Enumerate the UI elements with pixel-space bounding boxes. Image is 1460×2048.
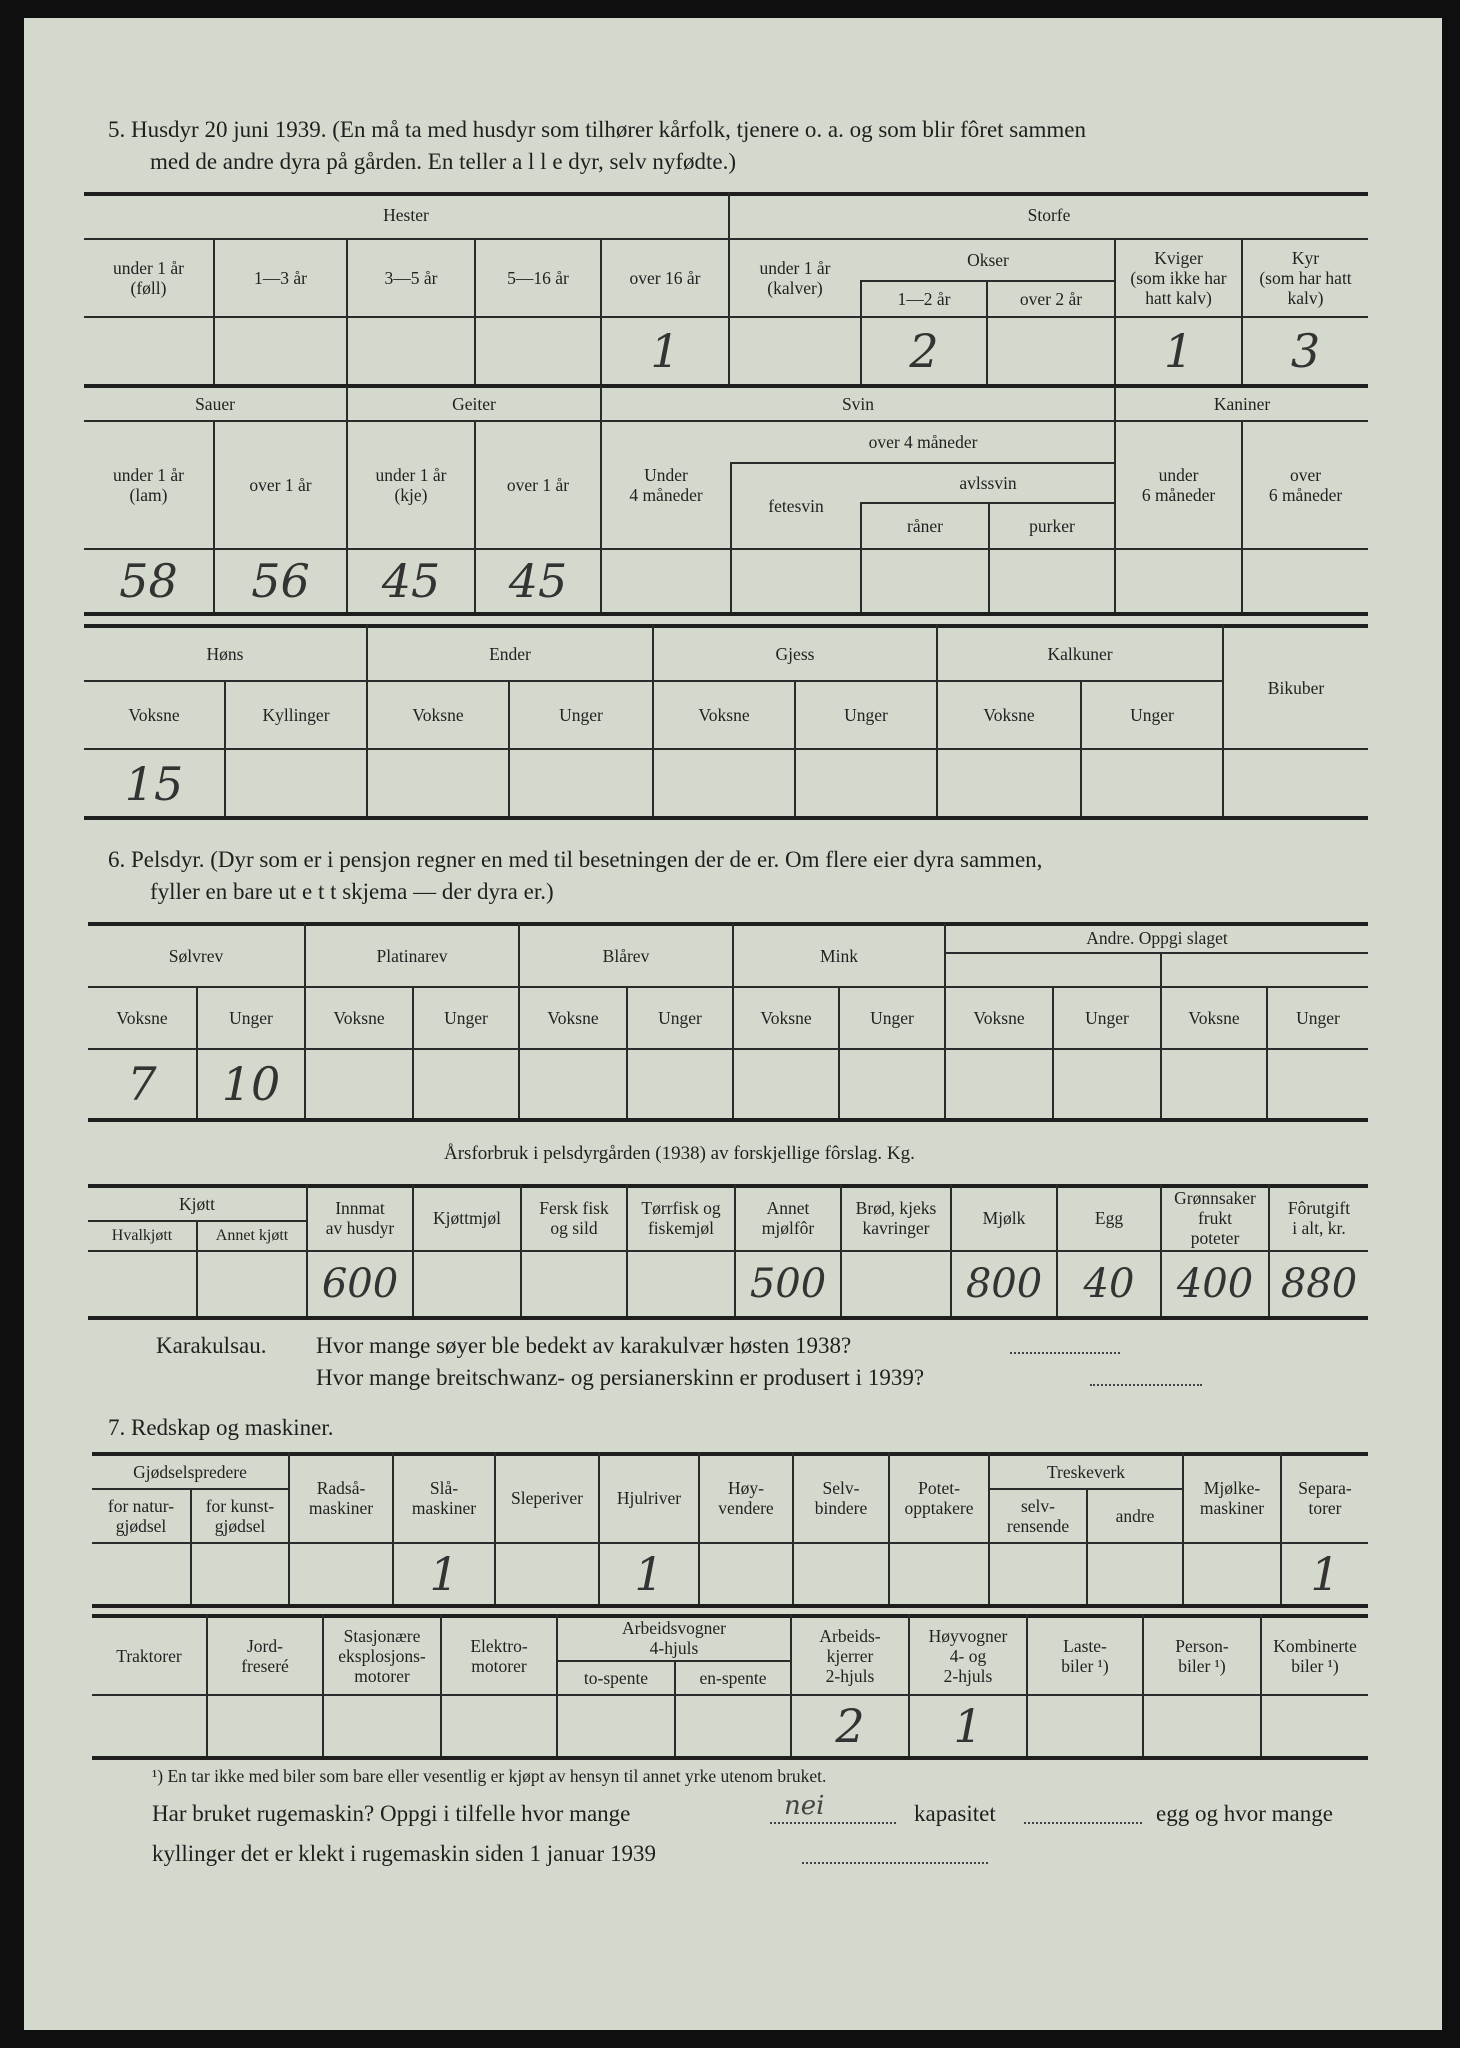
header-ender-voksne: Voksne — [412, 705, 464, 725]
header-kalkuner: Kalkuner — [1047, 644, 1113, 664]
header-mink-unger: Unger — [870, 1008, 914, 1028]
header-brod: Brød, kjeks kavringer — [855, 1198, 937, 1238]
header-annet-kjott: Annet kjøtt — [215, 1227, 289, 1244]
header-hons-kyllinger: Kyllinger — [262, 705, 330, 725]
rugemaskin-kapasitet-line — [1024, 1822, 1142, 1824]
header-solvrev-voksne: Voksne — [116, 1008, 168, 1028]
value-solvrev-unger: 10 — [221, 1057, 281, 1111]
header-sauer: Sauer — [195, 394, 235, 414]
header-selvrensende: selv- rensende — [1006, 1496, 1070, 1536]
header-gjess: Gjess — [775, 644, 815, 664]
header-gronnsaker: Grønnsaker frukt poteter — [1174, 1188, 1256, 1248]
header-solvrev: Sølvrev — [168, 946, 224, 966]
header-hester-1-3: 1—3 år — [254, 268, 307, 288]
header-kjottmjol: Kjøttmjøl — [432, 1208, 502, 1228]
header-okser-1-2: 1—2 år — [897, 289, 951, 309]
header-hester: Hester — [383, 205, 429, 225]
header-fetesvin: fetesvin — [768, 496, 824, 516]
header-personbiler: Person- biler ¹) — [1175, 1636, 1229, 1676]
header-kaniner-over-6: over 6 måneder — [1268, 465, 1343, 505]
header-hester-under-1: under 1 år (føll) — [113, 258, 184, 298]
value-gronnsaker: 400 — [1176, 1261, 1254, 1307]
header-mink-voksne: Voksne — [760, 1008, 812, 1028]
header-separatorer: Separa- torer — [1298, 1478, 1352, 1518]
header-hester-over-16: over 16 år — [629, 268, 701, 288]
section7-title: 7. Redskap og maskiner. — [108, 1415, 334, 1440]
karakul-answer-line-1 — [1010, 1352, 1120, 1354]
header-arbeidskjerrer: Arbeids- kjerrer 2-hjuls — [819, 1626, 881, 1686]
header-blarev: Blårev — [602, 946, 650, 966]
header-fersk-fisk: Fersk fisk og sild — [539, 1198, 609, 1238]
header-andre2-unger: Unger — [1296, 1008, 1340, 1028]
rugemaskin-kyllinger-line — [802, 1862, 988, 1864]
value-kyr: 3 — [1290, 324, 1321, 378]
header-okser: Okser — [967, 250, 1009, 270]
value-egg: 40 — [1083, 1261, 1135, 1307]
header-hjulriver: Hjulriver — [616, 1488, 682, 1508]
header-andre2-voksne: Voksne — [1188, 1008, 1240, 1028]
section6-line1: 6. Pelsdyr. (Dyr som er i pensjon regner en med til besetningen der de er. Om flere eier dyra sammen, — [108, 847, 1043, 872]
rugemaskin-kyllinger-question: kyllinger det er klekt i rugemaskin siden 1 januar 1939 — [152, 1841, 656, 1866]
header-mjolkemaskiner: Mjølke- maskiner — [1199, 1478, 1265, 1518]
value-geiter-under-1: 45 — [381, 554, 441, 608]
header-geiter-over-1: over 1 år — [506, 475, 570, 495]
header-svin: Svin — [841, 394, 875, 414]
header-elektromotorer: Elektro- motorer — [470, 1636, 528, 1676]
value-geiter-over-1: 45 — [508, 554, 568, 608]
value-kviger: 1 — [1163, 324, 1194, 378]
header-sauer-over-1: over 1 år — [249, 475, 312, 495]
header-slamaskiner: Slå- maskiner — [411, 1478, 477, 1518]
header-kalkuner-voksne: Voksne — [983, 705, 1035, 725]
header-geiter: Geiter — [452, 394, 496, 414]
header-storfe: Storfe — [1027, 205, 1071, 225]
header-hester-3-5: 3—5 år — [384, 268, 438, 288]
section5-line2: med de andre dyra på gården. En teller a l l e dyr, selv nyfødte.) — [150, 149, 736, 174]
header-platinarev: Platinarev — [376, 946, 448, 966]
value-okser-1-2: 2 — [909, 324, 939, 378]
value-hoyvogner: 1 — [953, 1699, 983, 1753]
header-ender: Ender — [489, 644, 531, 664]
header-sauer-under-1: under 1 år (lam) — [113, 465, 184, 505]
header-geiter-under-1: under 1 år (kje) — [375, 465, 447, 505]
header-for-naturgjodsel: for natur- gjødsel — [107, 1496, 175, 1536]
value-hons-voksne: 15 — [124, 757, 184, 811]
header-gjess-voksne: Voksne — [698, 705, 750, 725]
header-innmat: Innmat av husdyr — [325, 1198, 395, 1238]
header-hvalkjott: Hvalkjøtt — [111, 1227, 173, 1244]
rugemaskin-egg-label: egg og hvor mange — [1156, 1801, 1333, 1826]
value-forutgift: 880 — [1280, 1261, 1358, 1307]
header-blarev-unger: Unger — [658, 1008, 702, 1028]
header-hoyvendere: Høy- vendere — [718, 1478, 774, 1518]
value-separatorer: 1 — [1310, 1547, 1340, 1601]
header-svin-under-4: Under 4 måneder — [629, 465, 703, 505]
value-sauer-over-1: 56 — [251, 554, 310, 608]
section6-line2: fyller en bare ut e t t skjema — der dyra er.) — [150, 879, 554, 904]
header-hoyvogner: Høyvogner 4- og 2-hjuls — [928, 1626, 1008, 1686]
header-radsamaskiner: Radså- maskiner — [308, 1478, 374, 1518]
header-platinarev-voksne: Voksne — [333, 1008, 385, 1028]
rugemaskin-antall-line — [770, 1822, 896, 1824]
arsforbruk-title: Årsforbruk i pelsdyrgården (1938) av forskjellige fôrslag. Kg. — [444, 1143, 915, 1164]
header-treskeverk-andre: andre — [1115, 1506, 1155, 1526]
header-andre1-unger: Unger — [1085, 1008, 1129, 1028]
header-kombinerte-biler: Kombinerte biler ¹) — [1273, 1636, 1357, 1676]
value-hjulriver: 1 — [634, 1547, 664, 1601]
header-solvrev-unger: Unger — [229, 1008, 273, 1028]
header-storfe-under-1: under 1 år (kalver) — [759, 258, 831, 298]
header-kviger: Kviger (som ikke har hatt kalv) — [1130, 248, 1227, 308]
header-svin-over-4: over 4 måneder — [868, 432, 978, 452]
value-sauer-under-1: 58 — [119, 554, 178, 608]
header-mink: Mink — [820, 946, 858, 966]
karakul-question-2: Hvor mange breitschwanz- og persianerskinn er produsert i 1939? — [316, 1365, 925, 1390]
footnote-biler: ¹) En tar ikke med biler som bare eller vesentlig er kjøpt av hensyn til annet yrke utenom bruket. — [152, 1766, 827, 1786]
header-to-spente: to-spente — [583, 1668, 649, 1688]
rugemaskin-question: Har bruket rugemaskin? Oppgi i tilfelle hvor mange — [152, 1801, 631, 1826]
section5-line1: 5. Husdyr 20 juni 1939. (En må ta med husdyr som tilhører kårfolk, tjenere o. a. og som blir fôret sammen — [108, 117, 1086, 142]
header-hester-5-16: 5—16 år — [507, 268, 569, 288]
header-forutgift: Fôrutgift i alt, kr. — [1287, 1198, 1351, 1238]
header-stasjonaere-motorer: Stasjonære eksplosjons- motorer — [338, 1626, 426, 1686]
header-purker: purker — [1029, 516, 1075, 536]
value-annet-mjolfor: 500 — [749, 1261, 827, 1307]
header-kaniner: Kaniner — [1213, 394, 1271, 414]
header-kaniner-under-6: under 6 måneder — [1141, 465, 1216, 505]
value-slamaskiner: 1 — [429, 1547, 459, 1601]
header-kalkuner-unger: Unger — [1130, 705, 1174, 725]
header-platinarev-unger: Unger — [444, 1008, 488, 1028]
karakul-question-1: Hvor mange søyer ble bedekt av karakulvær høsten 1938? — [316, 1333, 852, 1358]
header-annet-mjolfor: Annet mjølfôr — [761, 1198, 815, 1238]
karakul-label: Karakulsau. — [156, 1333, 267, 1358]
header-raner: råner — [907, 516, 943, 536]
header-egg: Egg — [1094, 1208, 1124, 1228]
header-hons: Høns — [206, 644, 244, 664]
header-kjott: Kjøtt — [179, 1194, 215, 1214]
rugemaskin-kapasitet-label: kapasitet — [914, 1801, 996, 1826]
karakul-answer-line-2 — [1090, 1384, 1202, 1386]
value-innmat: 600 — [321, 1261, 399, 1307]
header-gjodselspredere: Gjødselspredere — [133, 1462, 247, 1482]
header-sleperiver: Sleperiver — [511, 1488, 583, 1508]
header-kyr: Kyr (som har hatt kalv) — [1259, 248, 1352, 308]
header-for-kunstgjodsel: for kunst- gjødsel — [205, 1496, 275, 1536]
value-hester-over-16: 1 — [650, 324, 680, 378]
rugemaskin-answer: nei — [784, 1791, 825, 1821]
header-andre1-voksne: Voksne — [973, 1008, 1025, 1028]
header-okser-over-2: over 2 år — [1019, 289, 1083, 309]
header-potetopptakere: Potet- opptakere — [904, 1478, 974, 1518]
header-torrfisk: Tørrfisk og fiskemjøl — [641, 1198, 721, 1238]
header-ender-unger: Unger — [559, 705, 603, 725]
header-avlssvin: avlssvin — [959, 473, 1017, 493]
header-en-spente: en-spente — [699, 1668, 767, 1688]
header-jordfresere: Jord- freseré — [241, 1636, 289, 1676]
header-arbeidsvogner: Arbeidsvogner 4-hjuls — [621, 1618, 726, 1658]
header-andre: Andre. Oppgi slaget — [1086, 928, 1228, 948]
value-solvrev-voksne: 7 — [127, 1057, 157, 1111]
header-lastebiler: Laste- biler ¹) — [1061, 1636, 1109, 1676]
header-traktorer: Traktorer — [116, 1646, 182, 1666]
header-mjolk: Mjølk — [982, 1208, 1026, 1228]
header-blarev-voksne: Voksne — [547, 1008, 599, 1028]
header-treskeverk: Treskeverk — [1046, 1462, 1126, 1482]
header-bikuber: Bikuber — [1267, 678, 1325, 698]
header-selvbindere: Selv- bindere — [814, 1478, 868, 1518]
header-hons-voksne: Voksne — [128, 705, 180, 725]
header-gjess-unger: Unger — [844, 705, 888, 725]
value-arbeidskjerrer: 2 — [835, 1699, 865, 1753]
value-mjolk: 800 — [965, 1261, 1043, 1307]
